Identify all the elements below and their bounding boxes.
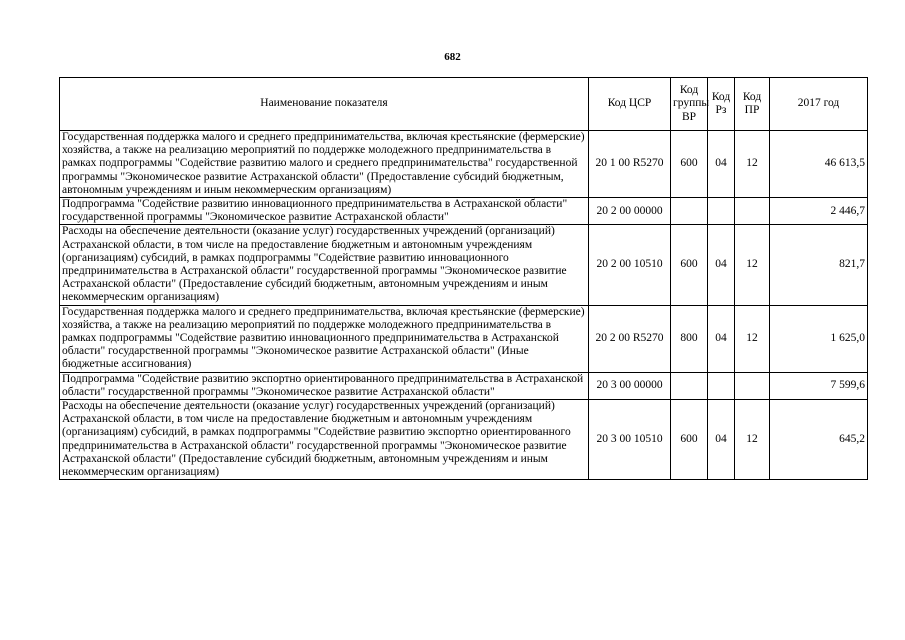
row-rz: [708, 372, 735, 399]
header-amount: 2017 год: [770, 78, 868, 131]
header-vr: Код группы ВР: [671, 78, 708, 131]
row-vr: 600: [671, 131, 708, 198]
row-name: Подпрограмма "Содействие развитию экспортно ориентированного предпринимательства в Астраханской области" государственной программы "Экономическое развитие Астраханской области": [60, 372, 589, 399]
row-amount: 2 446,7: [770, 198, 868, 225]
table-row: [60, 225, 868, 305]
row-rz: [708, 198, 735, 225]
row-name: Расходы на обеспечение деятельности (оказание услуг) государственных учреждений (организаций) Астраханской области, в том числе на предоставление бюджетным и автономным учреждениям (организациям) субсидий, в рамках подпрограммы "Содействие развитию инновационного предпринимательства в Астраханской области" государственной программы "Экономическое развитие Астраханской области" (Предоставление субсидий бюджетным, автономным учреждениям и иным некоммерческим организациям): [60, 225, 589, 305]
header-rz: Код Рз: [708, 78, 735, 131]
row-amount: 645,2: [770, 400, 868, 480]
row-pr: [735, 372, 770, 399]
row-csr: 20 2 00 10510: [589, 225, 671, 305]
row-csr: 20 3 00 10510: [589, 400, 671, 480]
header-csr: Код ЦСР: [589, 78, 671, 131]
header-name: Наименование показателя: [60, 78, 589, 131]
table-row: [60, 198, 868, 225]
row-name: Государственная поддержка малого и среднего предпринимательства, включая крестьянские (фермерские) хозяйства, а также на реализацию мероприятий по поддержке молодежного предпринимательства в рамках подпрограммы "Содействие развитию инновационного предпринимательства в Астраханской области" государственной программы "Экономическое развитие Астраханской области" (Иные бюджетные ассигнования): [60, 305, 589, 372]
row-csr: 20 1 00 R5270: [589, 131, 671, 198]
row-pr: [735, 198, 770, 225]
row-vr: 600: [671, 400, 708, 480]
table-row: [60, 131, 868, 198]
row-csr: 20 2 00 00000: [589, 198, 671, 225]
row-rz: 04: [708, 225, 735, 305]
row-rz: 04: [708, 305, 735, 372]
page-number: 682: [444, 51, 461, 63]
row-name: Расходы на обеспечение деятельности (оказание услуг) государственных учреждений (организаций) Астраханской области, в том числе на предоставление бюджетным и автономным учреждениям (организациям) субсидий, в рамках подпрограммы "Содействие развитию экспортно ориентированного предпринимательства в Астраханской области" государственной программы "Экономическое развитие Астраханской области" (Предоставление субсидий бюджетным, автономным учреждениям и иным некоммерческим организациям): [60, 400, 589, 480]
row-amount: 1 625,0: [770, 305, 868, 372]
row-rz: 04: [708, 400, 735, 480]
row-amount: 46 613,5: [770, 131, 868, 198]
row-csr: 20 2 00 R5270: [589, 305, 671, 372]
row-vr: 600: [671, 225, 708, 305]
table-row: [60, 400, 868, 480]
row-csr: 20 3 00 00000: [589, 372, 671, 399]
row-amount: 7 599,6: [770, 372, 868, 399]
row-vr: [671, 372, 708, 399]
table-row: [60, 305, 868, 372]
row-amount: 821,7: [770, 225, 868, 305]
row-pr: 12: [735, 225, 770, 305]
table-row: [60, 372, 868, 399]
header-pr: Код ПР: [735, 78, 770, 131]
row-name: Подпрограмма "Содействие развитию инновационного предпринимательства в Астраханской области" государственной программы "Экономическое развитие Астраханской области": [60, 198, 589, 225]
row-vr: [671, 198, 708, 225]
table-header-row: [60, 78, 868, 131]
row-pr: 12: [735, 131, 770, 198]
row-pr: 12: [735, 305, 770, 372]
row-rz: 04: [708, 131, 735, 198]
row-pr: 12: [735, 400, 770, 480]
row-vr: 800: [671, 305, 708, 372]
row-name: Государственная поддержка малого и среднего предпринимательства, включая крестьянские (фермерские) хозяйства, а также на реализацию мероприятий по поддержке молодежного предпринимательства в рамках подпрограммы "Содействие развитию малого и среднего предпринимательства" государственной программы "Экономическое развитие Астраханской области" (Предоставление субсидий бюджетным, автономным учреждениям и иным некоммерческим организациям): [60, 131, 589, 198]
budget-table: [59, 77, 868, 480]
